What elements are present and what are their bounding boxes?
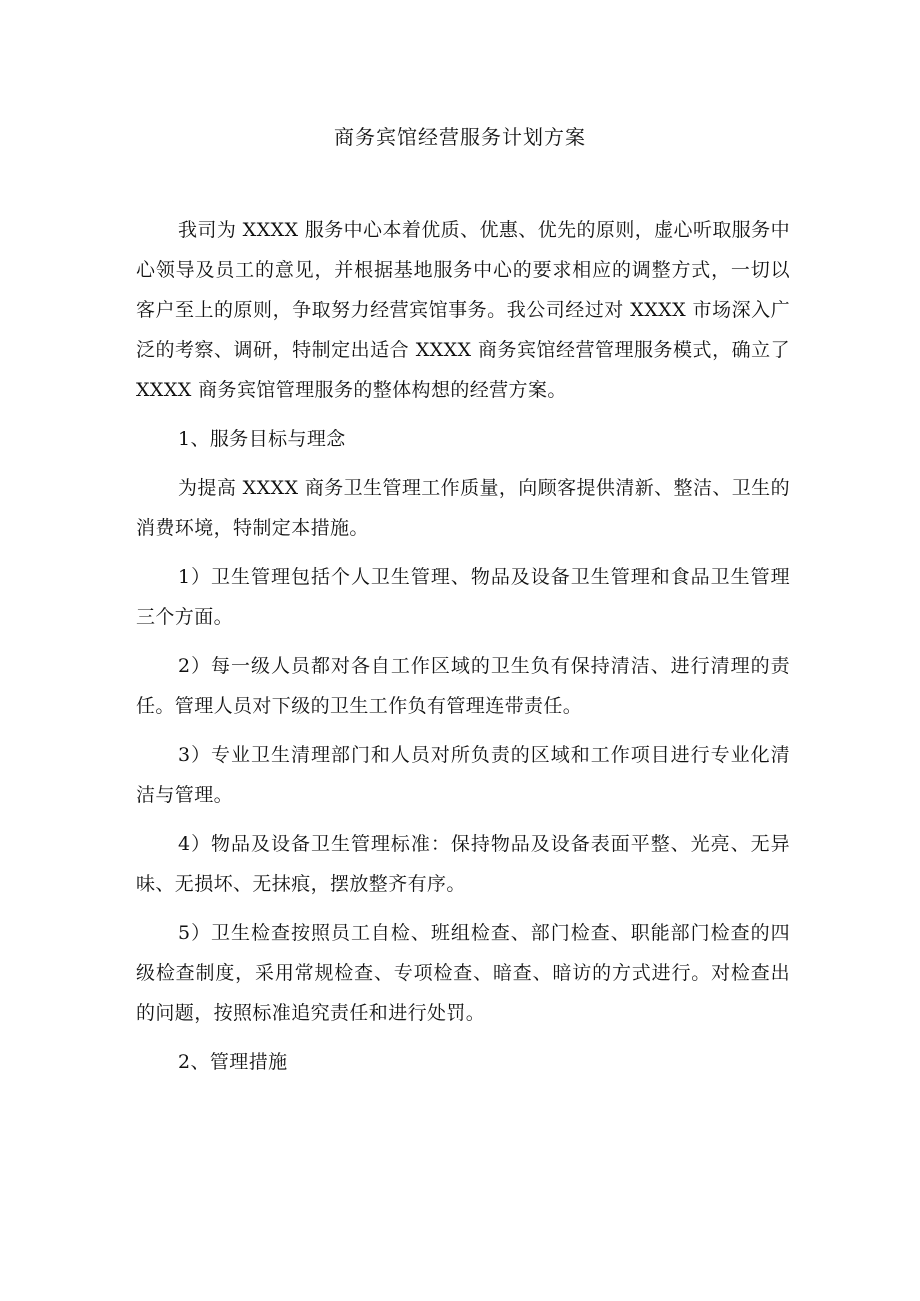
document-title: 商务宾馆经营服务计划方案 <box>334 125 586 149</box>
list-item-4: 4）物品及设备卫生管理标准：保持物品及设备表面平整、光亮、无异味、无损坏、无抹痕，摆放整齐有序。 <box>136 833 790 895</box>
list-item-5: 5）卫生检查按照员工自检、班组检查、部门检查、职能部门检查的四级检查制度，采用常规检查、专项检查、暗查、暗访的方式进行。对检查出的问题，按照标准追究责任和进行处罚。 <box>136 922 790 1024</box>
list-item-2: 2）每一级人员都对各自工作区域的卫生负有保持清洁、进行清理的责任。管理人员对下级的卫生工作负有管理连带责任。 <box>136 655 790 717</box>
section-heading-management-measures: 2、管理措施 <box>178 1051 288 1073</box>
list-item-3: 3）专业卫生清理部门和人员对所负责的区域和工作项目进行专业化清洁与管理。 <box>136 744 790 806</box>
list-item-1: 1）卫生管理包括个人卫生管理、物品及设备卫生管理和食品卫生管理三个方面。 <box>136 566 790 628</box>
document-body <box>136 210 790 1091</box>
section-heading-service-goals: 1、服务目标与理念 <box>178 428 346 450</box>
paragraph-hygiene-purpose: 为提高 XXXX 商务卫生管理工作质量，向顾客提供清新、整洁、卫生的消费环境，特制定本措施。 <box>136 477 790 539</box>
paragraph-intro: 我司为 XXXX 服务中心本着优质、优惠、优先的原则，虚心听取服务中心领导及员工的意见，并根据基地服务中心的要求相应的调整方式，一切以客户至上的原则，争取努力经营宾馆事务。我公司经过对 XXXX 市场深入广泛的考察、调研，特制定出适合 XXXX 商务宾馆经营管理服务模式，确立了 XXXX 商务宾馆管理服务的整体构想的经营方案。 <box>136 219 790 401</box>
